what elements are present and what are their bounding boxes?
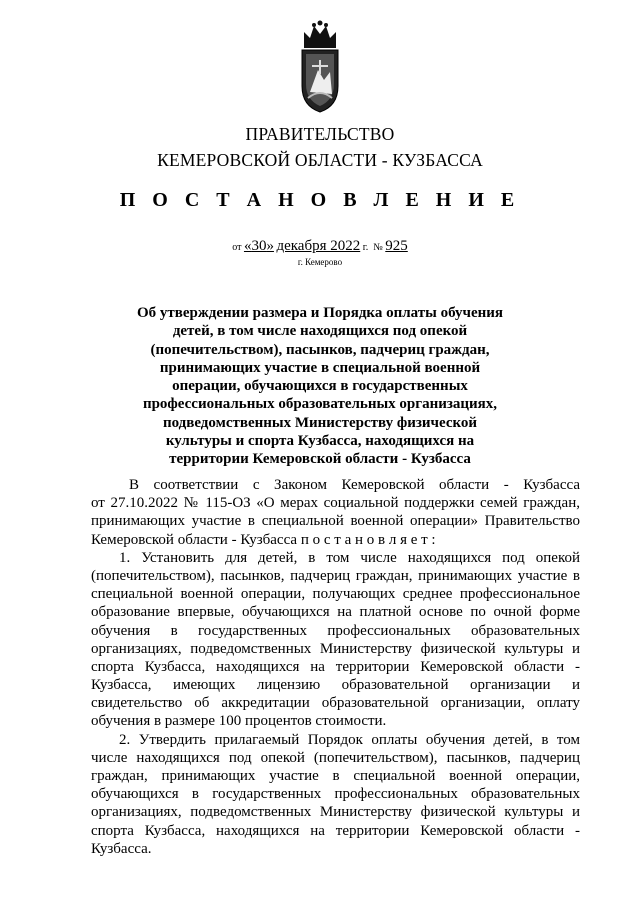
title-line: операции, обучающихся в государственных (172, 378, 468, 395)
body-line: свидетельство об аккредитации образовательной организации, оплату (91, 695, 580, 712)
government-name-line1: ПРАВИТЕЛЬСТВО (245, 124, 395, 144)
title-line: культуры и спорта Кузбасса, находящихся на (165, 433, 475, 450)
title-line: территории Кемеровской области - Кузбасса (169, 451, 471, 468)
body-line: В соответствии с Законом Кемеровской области - Кузбасса (129, 477, 580, 493)
body-line: (попечительством), пасынков, падчериц граждан, принимающих участие в (91, 567, 580, 584)
kuzbass-coat-of-arms-icon (298, 14, 342, 114)
government-name-line2: КЕМЕРОВСКОЙ ОБЛАСТИ - КУЗБАССА (157, 150, 483, 170)
year-suffix: г. (362, 242, 369, 253)
body-line: организациях, подведомственных Министерству физической культуры и (91, 804, 580, 821)
body-line: от 27.10.2022 № 115-ОЗ «О мерах социальной поддержки семей граждан, (91, 495, 580, 512)
quote-close: » (266, 238, 274, 254)
decree-month-year: декабря 2022 (276, 238, 361, 254)
title-line: подведомственных Министерству физической (162, 414, 478, 431)
body-line: специальной военной операции, получающих среднее профессиональное (91, 586, 580, 603)
title-line: детей, в том числе находящихся под опекой (172, 323, 468, 340)
from-label: от (232, 242, 242, 253)
title-line: принимающих участие в специальной военной (159, 359, 481, 376)
decree-title (120, 304, 520, 469)
number-label: № (373, 242, 383, 253)
body-line: 1. Установить для детей, в том числе находящихся под опекой (119, 549, 580, 566)
quote-open: « (243, 238, 252, 254)
decree-city: г. Кемерово (297, 257, 343, 267)
body-line: спорта Кузбасса, находящихся на территории Кемеровской области - (91, 822, 580, 839)
decree-body (91, 476, 580, 858)
document-type-heading: П О С Т А Н О В Л Е Н И Е (119, 189, 521, 211)
title-line: (попечительством), пасынков, падчериц граждан, (150, 341, 490, 358)
body-line: организациях, подведомственных Министерству физической культуры и (91, 640, 580, 657)
body-line: Кузбасса. (91, 840, 152, 857)
body-line: обучения в размере 100 процентов стоимости. (91, 713, 387, 730)
decree-date-number (0, 238, 640, 255)
body-line: образование впервые, обучающихся на платной основе по очной форме (91, 604, 580, 621)
body-line: принимающих участие в специальной военной операции» Правительство (91, 513, 580, 530)
body-line: Кемеровской области - Кузбасса п о с т а н о в л я е т : (91, 531, 436, 548)
body-line: 2. Утвердить прилагаемый Порядок оплаты обучения детей, в том (119, 731, 580, 748)
decree-number: 925 (385, 238, 408, 254)
body-line: Кузбасса, имеющих лицензию образовательной организации и (91, 677, 580, 694)
title-line: Об утверждении размера и Порядка оплаты обучения (136, 305, 504, 321)
decree-day: 30 (251, 238, 267, 254)
title-line: профессиональных образовательных организациях, (142, 396, 498, 413)
body-line: обучения в государственных профессиональных образовательных (91, 622, 580, 639)
body-line: обучающихся в государственных профессиональных образовательных (91, 786, 580, 803)
body-line: граждан, принимающих участие в специальной военной операции, (91, 768, 580, 784)
body-line: числе находящихся под опекой (попечительством), пасынков, падчериц (91, 749, 580, 766)
body-line: спорта Кузбасса, находящихся на территории Кемеровской области - (91, 658, 580, 675)
